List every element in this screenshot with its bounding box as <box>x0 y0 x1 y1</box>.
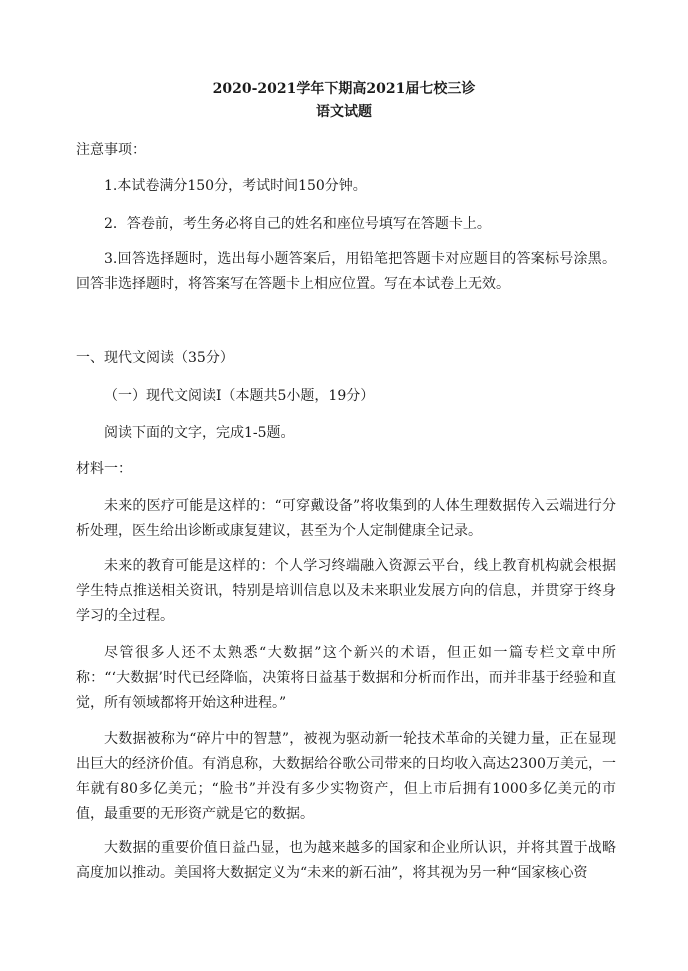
section-heading: 一、现代文阅读（35分） <box>76 350 234 366</box>
material-label: 材料一： <box>76 461 132 477</box>
paragraph-5: 大数据的重要价值日益凸显，也为越来越多的国家和企业所认识，并将其置于战略高度加以推动。美国将大数据定义为“未来的新石油”，将其视为另一种“国家核心资 <box>76 840 616 881</box>
reading-instruction: 阅读下面的文字，完成1-5题。 <box>104 425 295 441</box>
exam-title: 2020-2021学年下期高2021届七校三诊 <box>212 81 476 97</box>
paragraph-2: 未来的教育可能是这样的：个人学习终端融入资源云平台，线上教育机构就会根据学生特点推送相关资讯，特别是培训信息以及未来职业发展方向的信息，并贯穿于终身学习的全过程。 <box>76 558 616 624</box>
paragraph-4: 大数据被称为“碎片中的智慧”，被视为驱动新一轮技术革命的关键力量，正在显现出巨大的经济价值。有消息称，大数据给谷歌公司带来的日均收入高达2300万美元，一年就有80多亿美元；“脸书”并没有多少实物资产，但上市后拥有1000多亿美元的市值，最重要的无形资产就是它的数据。 <box>76 731 616 822</box>
paragraph-1: 未来的医疗可能是这样的：“可穿戴设备”将收集到的人体生理数据传入云端进行分析处理，医生给出诊断或康复建议，甚至为个人定制健康全记录。 <box>76 498 616 539</box>
notice-item-1: 1.本试卷满分150分，考试时间150分钟。 <box>104 178 367 194</box>
exam-subject: 语文试题 <box>316 104 372 120</box>
notice-heading: 注意事项： <box>76 142 146 158</box>
notice-item-3: 3.回答选择题时，选出每小题答案后，用铅笔把答题卡对应题目的答案标号涂黑。回答非选择题时，将答案写在答题卡上相应位置。写在本试卷上无效。 <box>76 251 616 292</box>
section-sub-heading: （一）现代文阅读Ⅰ（本题共5小题，19分） <box>104 388 375 404</box>
notice-item-2: 2．答卷前，考生务必将自己的姓名和座位号填写在答题卡上。 <box>104 216 491 232</box>
paragraph-3: 尽管很多人还不太熟悉“大数据”这个新兴的术语，但正如一篇专栏文章中所称：“‘大数据’时代已经降临，决策将日益基于数据和分析而作出，而并非基于经验和直觉，所有领域都将开始这种进程。” <box>76 645 616 711</box>
